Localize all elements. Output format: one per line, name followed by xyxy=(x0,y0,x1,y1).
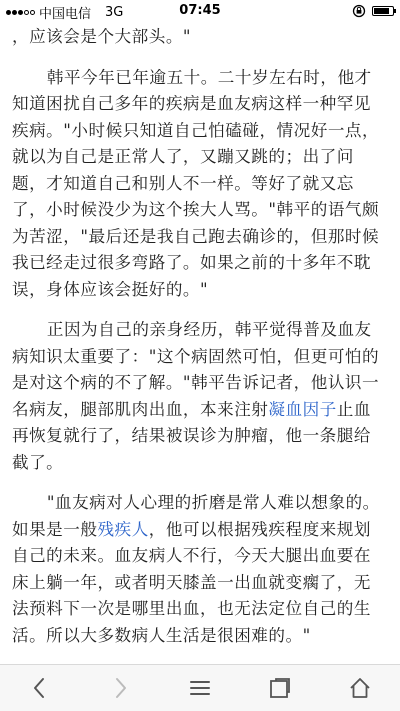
article-paragraph xyxy=(12,490,388,649)
rotation-lock-icon xyxy=(352,4,366,18)
carrier-label: 中国电信 xyxy=(39,7,92,22)
article-text: "血友病对人心理的折磨是常人难以想象的。如果是一般 xyxy=(12,493,380,539)
status-right xyxy=(352,4,394,18)
article-paragraph xyxy=(12,24,388,51)
network-label: 3G xyxy=(105,5,124,20)
battery-level xyxy=(374,8,389,14)
battery-icon xyxy=(372,6,394,16)
forward-button[interactable] xyxy=(95,665,145,711)
article-link[interactable]: 凝血因子 xyxy=(268,399,337,419)
article-link[interactable]: 残疾人 xyxy=(97,519,149,539)
article-text: 正因为自己的亲身经历，韩平觉得普及血友病知识太重要了："这个病固然可怕，但更可怕的是对这个病的不了解。"韩平告诉记者，他认识一名病友，腿部肌肉出血，本来注射 xyxy=(12,320,380,419)
article-text: ，应该会是个大部头。" xyxy=(12,27,192,46)
article-paragraph xyxy=(12,317,388,476)
back-button[interactable] xyxy=(15,665,65,711)
status-bar xyxy=(0,0,400,22)
article-paragraph xyxy=(12,65,388,304)
tabs-icon xyxy=(268,676,292,700)
tabs-button[interactable] xyxy=(255,665,305,711)
menu-icon xyxy=(188,676,212,700)
home-icon xyxy=(348,676,372,700)
home-button[interactable] xyxy=(335,665,385,711)
article-body xyxy=(12,24,388,704)
chevron-left-icon xyxy=(30,676,50,700)
menu-button[interactable] xyxy=(175,665,225,711)
browser-toolbar xyxy=(0,664,400,711)
status-time: 07:45 xyxy=(179,3,221,18)
article-text: ，他可以根据残疾程度来规划自己的未来。血友病人不行，今天大腿出血要在床上躺一年，或者明天膝盖一出血就变瘸了，无法预料下一次是哪里出血，也无法定位自己的生活。所以大多数病人生活是很困难的。" xyxy=(12,519,371,645)
article-text: 韩平今年已年逾五十。二十岁左右时，他才知道困扰自己多年的疾病是血友病这样一种罕见疾病。"小时候只知道自己怕磕碰，情况好一点，就以为自己是正常人了，又蹦又跳的；出了问题，才知道自己和别人不一样。等好了就又忘了，小时候没少为这个挨大人骂。"韩平的语气颇为苦涩，"最后还是我自己跑去确诊的，但那时候我已经走过很多弯路了。如果之前的十多年不耽误，身体应该会挺好的。" xyxy=(12,67,380,299)
chevron-right-icon xyxy=(110,676,130,700)
article-text: 止血再恢复就行了，结果被误诊为肿瘤，他一条腿给截了。 xyxy=(12,399,371,472)
